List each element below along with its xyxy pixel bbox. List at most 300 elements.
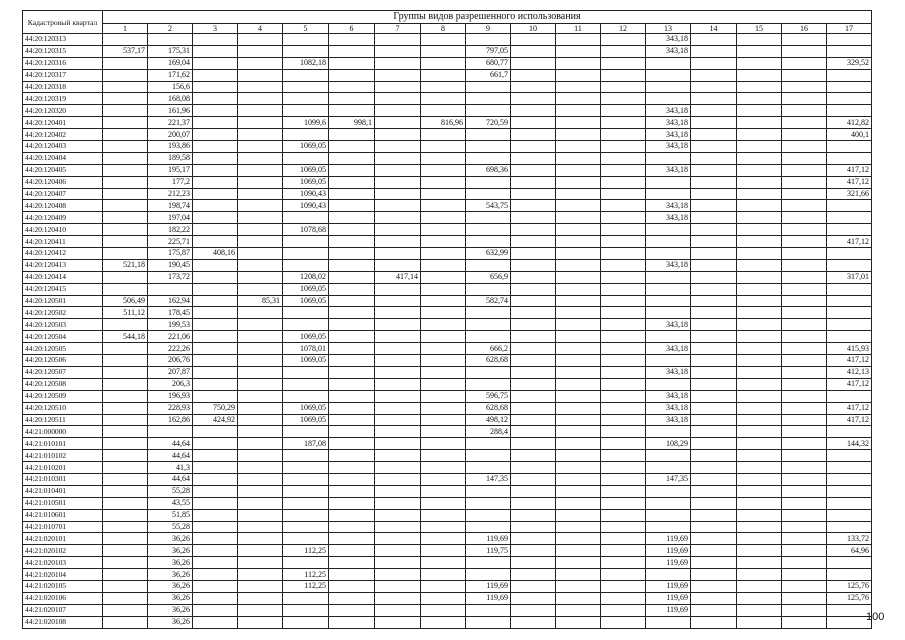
value-cell [691, 497, 737, 509]
value-cell [827, 450, 872, 462]
value-cell [421, 450, 466, 462]
value-cell [737, 473, 782, 485]
value-cell [511, 497, 556, 509]
value-cell [691, 93, 737, 105]
value-cell [646, 152, 691, 164]
value-cell [691, 390, 737, 402]
value-cell [103, 248, 148, 260]
value-cell [193, 34, 238, 46]
column-number-row [23, 23, 872, 33]
value-cell [421, 319, 466, 331]
value-cell [329, 355, 375, 367]
value-cell [375, 355, 421, 367]
value-cell [375, 117, 421, 129]
value-cell [601, 343, 646, 355]
value-cell [556, 438, 601, 450]
cadastral-quarter-cell: 44:21:010701 [23, 521, 103, 533]
value-cell [375, 105, 421, 117]
value-cell [601, 283, 646, 295]
value-cell [193, 509, 238, 521]
value-cell [691, 271, 737, 283]
value-cell: 1069,05 [283, 164, 329, 176]
value-cell [193, 521, 238, 533]
value-cell [601, 521, 646, 533]
value-cell [238, 248, 283, 260]
value-cell [238, 141, 283, 153]
value-cell [556, 509, 601, 521]
value-cell [737, 533, 782, 545]
value-cell: 85,31 [238, 295, 283, 307]
value-cell [329, 343, 375, 355]
value-cell: 36,26 [148, 592, 193, 604]
value-cell [601, 141, 646, 153]
value-cell [691, 402, 737, 414]
value-cell [329, 200, 375, 212]
value-cell [691, 141, 737, 153]
value-cell: 417,12 [827, 414, 872, 426]
value-cell [375, 569, 421, 581]
cadastral-quarter-cell: 44:20:120405 [23, 164, 103, 176]
value-cell [103, 164, 148, 176]
value-cell [511, 283, 556, 295]
value-cell [375, 164, 421, 176]
value-cell: 632,99 [466, 248, 511, 260]
column-number: 14 [691, 23, 737, 33]
cadastral-quarter-cell: 44:20:120320 [23, 105, 103, 117]
value-cell [782, 224, 827, 236]
value-cell [511, 366, 556, 378]
value-cell [601, 259, 646, 271]
value-cell [511, 152, 556, 164]
value-cell [283, 212, 329, 224]
table-row [23, 45, 872, 57]
value-cell [329, 450, 375, 462]
value-cell [556, 355, 601, 367]
value-cell [329, 271, 375, 283]
value-cell [421, 259, 466, 271]
value-cell [103, 319, 148, 331]
value-cell [238, 616, 283, 628]
tariff-table-sheet [22, 10, 872, 629]
value-cell [421, 473, 466, 485]
value-cell [421, 295, 466, 307]
value-cell: 343,18 [646, 45, 691, 57]
value-cell [329, 438, 375, 450]
value-cell [375, 390, 421, 402]
value-cell: 1069,05 [283, 355, 329, 367]
value-cell [556, 616, 601, 628]
value-cell [329, 34, 375, 46]
value-cell [193, 462, 238, 474]
value-cell: 582,74 [466, 295, 511, 307]
value-cell [691, 81, 737, 93]
value-cell: 36,26 [148, 545, 193, 557]
value-cell [283, 557, 329, 569]
value-cell: 1069,05 [283, 176, 329, 188]
cadastral-quarter-cell: 44:20:120402 [23, 129, 103, 141]
value-cell [103, 521, 148, 533]
value-cell [601, 307, 646, 319]
page-number: 100 [866, 611, 885, 623]
column-number: 13 [646, 23, 691, 33]
table-row [23, 545, 872, 557]
value-cell [421, 34, 466, 46]
value-cell [511, 462, 556, 474]
value-cell [511, 319, 556, 331]
value-cell [511, 307, 556, 319]
table-row [23, 616, 872, 628]
value-cell: 661,7 [466, 69, 511, 81]
value-cell [646, 224, 691, 236]
value-cell [103, 57, 148, 69]
value-cell [193, 176, 238, 188]
value-cell [193, 188, 238, 200]
value-cell: 119,69 [466, 533, 511, 545]
value-cell [691, 473, 737, 485]
value-cell: 196,93 [148, 390, 193, 402]
value-cell [283, 129, 329, 141]
value-cell [601, 212, 646, 224]
value-cell [601, 414, 646, 426]
value-cell [103, 509, 148, 521]
value-cell [737, 366, 782, 378]
value-cell [103, 152, 148, 164]
value-cell [193, 164, 238, 176]
value-cell: 498,12 [466, 414, 511, 426]
value-cell: 343,18 [646, 390, 691, 402]
value-cell: 162,86 [148, 414, 193, 426]
value-cell: 178,45 [148, 307, 193, 319]
value-cell [238, 355, 283, 367]
value-cell [103, 604, 148, 616]
table-row [23, 569, 872, 581]
value-cell [466, 378, 511, 390]
value-cell: 173,72 [148, 271, 193, 283]
value-cell [103, 105, 148, 117]
value-cell: 125,76 [827, 580, 872, 592]
value-cell [283, 366, 329, 378]
value-cell [103, 378, 148, 390]
value-cell [691, 236, 737, 248]
value-cell: 108,29 [646, 438, 691, 450]
value-cell: 41,3 [148, 462, 193, 474]
cadastral-quarter-cell: 44:20:120316 [23, 57, 103, 69]
value-cell: 1078,01 [283, 343, 329, 355]
value-cell [601, 366, 646, 378]
value-cell [646, 331, 691, 343]
value-cell [737, 117, 782, 129]
value-cell [238, 236, 283, 248]
value-cell [601, 271, 646, 283]
value-cell [511, 141, 556, 153]
value-cell [421, 45, 466, 57]
value-cell [601, 236, 646, 248]
value-cell [782, 271, 827, 283]
value-cell [466, 438, 511, 450]
value-cell: 36,26 [148, 557, 193, 569]
value-cell [737, 236, 782, 248]
table-row [23, 141, 872, 153]
column-number: 17 [827, 23, 872, 33]
value-cell [556, 271, 601, 283]
value-cell [511, 117, 556, 129]
value-cell [782, 69, 827, 81]
value-cell [466, 224, 511, 236]
value-cell [103, 366, 148, 378]
value-cell [601, 129, 646, 141]
value-cell: 64,96 [827, 545, 872, 557]
cadastral-quarter-cell: 44:20:120507 [23, 366, 103, 378]
cadastral-quarter-cell: 44:21:010301 [23, 473, 103, 485]
value-cell [466, 509, 511, 521]
value-cell [511, 592, 556, 604]
value-cell [329, 390, 375, 402]
value-cell [556, 557, 601, 569]
value-cell: 321,66 [827, 188, 872, 200]
value-cell [691, 295, 737, 307]
value-cell [782, 521, 827, 533]
value-cell [556, 497, 601, 509]
table-row [23, 188, 872, 200]
value-cell [466, 450, 511, 462]
value-cell [511, 81, 556, 93]
value-cell [646, 176, 691, 188]
value-cell [691, 69, 737, 81]
value-cell [511, 521, 556, 533]
value-cell [646, 188, 691, 200]
value-cell [421, 69, 466, 81]
value-cell [238, 557, 283, 569]
table-row [23, 366, 872, 378]
value-cell [103, 616, 148, 628]
value-cell [238, 378, 283, 390]
value-cell [691, 462, 737, 474]
value-cell [329, 426, 375, 438]
value-cell [691, 34, 737, 46]
value-cell [511, 224, 556, 236]
cadastral-quarter-cell: 44:21:020103 [23, 557, 103, 569]
value-cell [466, 176, 511, 188]
value-cell [782, 378, 827, 390]
value-cell [782, 450, 827, 462]
column-number: 7 [375, 23, 421, 33]
value-cell [421, 331, 466, 343]
value-cell [691, 105, 737, 117]
value-cell [238, 152, 283, 164]
value-cell: 343,18 [646, 105, 691, 117]
value-cell [283, 462, 329, 474]
value-cell [329, 248, 375, 260]
value-cell [556, 93, 601, 105]
value-cell [737, 283, 782, 295]
value-cell [601, 604, 646, 616]
table-row [23, 69, 872, 81]
value-cell [238, 34, 283, 46]
value-cell [646, 93, 691, 105]
value-cell [421, 438, 466, 450]
value-cell: 415,93 [827, 343, 872, 355]
value-cell [691, 152, 737, 164]
value-cell [646, 426, 691, 438]
column-number: 8 [421, 23, 466, 33]
value-cell [421, 355, 466, 367]
table-row [23, 152, 872, 164]
value-cell [556, 141, 601, 153]
value-cell [601, 473, 646, 485]
value-cell [193, 295, 238, 307]
value-cell [238, 69, 283, 81]
value-cell [329, 533, 375, 545]
cadastral-quarter-cell: 44:20:120319 [23, 93, 103, 105]
value-cell [782, 366, 827, 378]
value-cell [375, 497, 421, 509]
value-cell [782, 580, 827, 592]
value-cell [556, 212, 601, 224]
value-cell [827, 141, 872, 153]
value-cell [782, 462, 827, 474]
value-cell: 1069,05 [283, 283, 329, 295]
value-cell: 161,96 [148, 105, 193, 117]
column-number: 9 [466, 23, 511, 33]
value-cell [556, 283, 601, 295]
value-cell [691, 557, 737, 569]
value-cell [103, 271, 148, 283]
value-cell [329, 521, 375, 533]
value-cell [329, 176, 375, 188]
value-cell [466, 105, 511, 117]
value-cell [556, 81, 601, 93]
value-cell [782, 557, 827, 569]
value-cell [782, 604, 827, 616]
value-cell [556, 236, 601, 248]
value-cell [329, 414, 375, 426]
value-cell [646, 271, 691, 283]
table-row [23, 604, 872, 616]
cadastral-quarter-cell: 44:20:120412 [23, 248, 103, 260]
value-cell [103, 117, 148, 129]
value-cell [511, 343, 556, 355]
value-cell [238, 438, 283, 450]
value-cell [329, 188, 375, 200]
value-cell [375, 236, 421, 248]
value-cell [193, 307, 238, 319]
value-cell [466, 129, 511, 141]
value-cell [375, 141, 421, 153]
cadastral-quarter-cell: 44:20:120317 [23, 69, 103, 81]
value-cell [511, 414, 556, 426]
cadastral-quarter-cell: 44:20:120503 [23, 319, 103, 331]
value-cell [737, 557, 782, 569]
value-cell [421, 141, 466, 153]
value-cell: 147,35 [646, 473, 691, 485]
value-cell [511, 236, 556, 248]
value-cell [466, 259, 511, 271]
value-cell [737, 521, 782, 533]
value-cell [421, 533, 466, 545]
value-cell [556, 545, 601, 557]
value-cell [511, 248, 556, 260]
table-row [23, 176, 872, 188]
value-cell [193, 557, 238, 569]
value-cell [646, 485, 691, 497]
value-cell [103, 200, 148, 212]
column-number: 10 [511, 23, 556, 33]
value-cell [375, 604, 421, 616]
table-row [23, 164, 872, 176]
value-cell [827, 319, 872, 331]
value-cell [782, 414, 827, 426]
value-cell [329, 295, 375, 307]
table-row [23, 271, 872, 283]
value-cell: 288,4 [466, 426, 511, 438]
value-cell: 543,75 [466, 200, 511, 212]
cadastral-quarter-cell: 44:20:120511 [23, 414, 103, 426]
value-cell [691, 259, 737, 271]
value-cell [329, 485, 375, 497]
value-cell: 1208,02 [283, 271, 329, 283]
table-row [23, 57, 872, 69]
value-cell [601, 34, 646, 46]
table-row [23, 378, 872, 390]
value-cell [827, 248, 872, 260]
value-cell [238, 307, 283, 319]
value-cell [601, 105, 646, 117]
value-cell: 147,35 [466, 473, 511, 485]
value-cell [737, 212, 782, 224]
value-cell [601, 319, 646, 331]
value-cell [737, 580, 782, 592]
table-row [23, 224, 872, 236]
value-cell [148, 283, 193, 295]
table-row [23, 462, 872, 474]
value-cell [238, 604, 283, 616]
value-cell [283, 378, 329, 390]
column-number: 4 [238, 23, 283, 33]
value-cell [466, 366, 511, 378]
table-row [23, 473, 872, 485]
value-cell [193, 426, 238, 438]
table-row [23, 212, 872, 224]
value-cell [193, 224, 238, 236]
value-cell [193, 616, 238, 628]
value-cell [556, 69, 601, 81]
value-cell: 408,16 [193, 248, 238, 260]
value-cell [691, 604, 737, 616]
value-cell: 125,76 [827, 592, 872, 604]
table-row [23, 580, 872, 592]
value-cell [782, 402, 827, 414]
value-cell [601, 390, 646, 402]
value-cell [103, 224, 148, 236]
value-cell [556, 426, 601, 438]
value-cell [329, 105, 375, 117]
value-cell [375, 176, 421, 188]
value-cell [421, 402, 466, 414]
value-cell [827, 224, 872, 236]
table-row [23, 307, 872, 319]
value-cell [646, 57, 691, 69]
value-cell: 228,93 [148, 402, 193, 414]
value-cell: 1069,05 [283, 402, 329, 414]
value-cell [375, 69, 421, 81]
value-cell [511, 545, 556, 557]
value-cell [421, 509, 466, 521]
value-cell [511, 402, 556, 414]
value-cell [601, 57, 646, 69]
value-cell: 44,64 [148, 450, 193, 462]
value-cell [782, 105, 827, 117]
value-cell: 51,85 [148, 509, 193, 521]
